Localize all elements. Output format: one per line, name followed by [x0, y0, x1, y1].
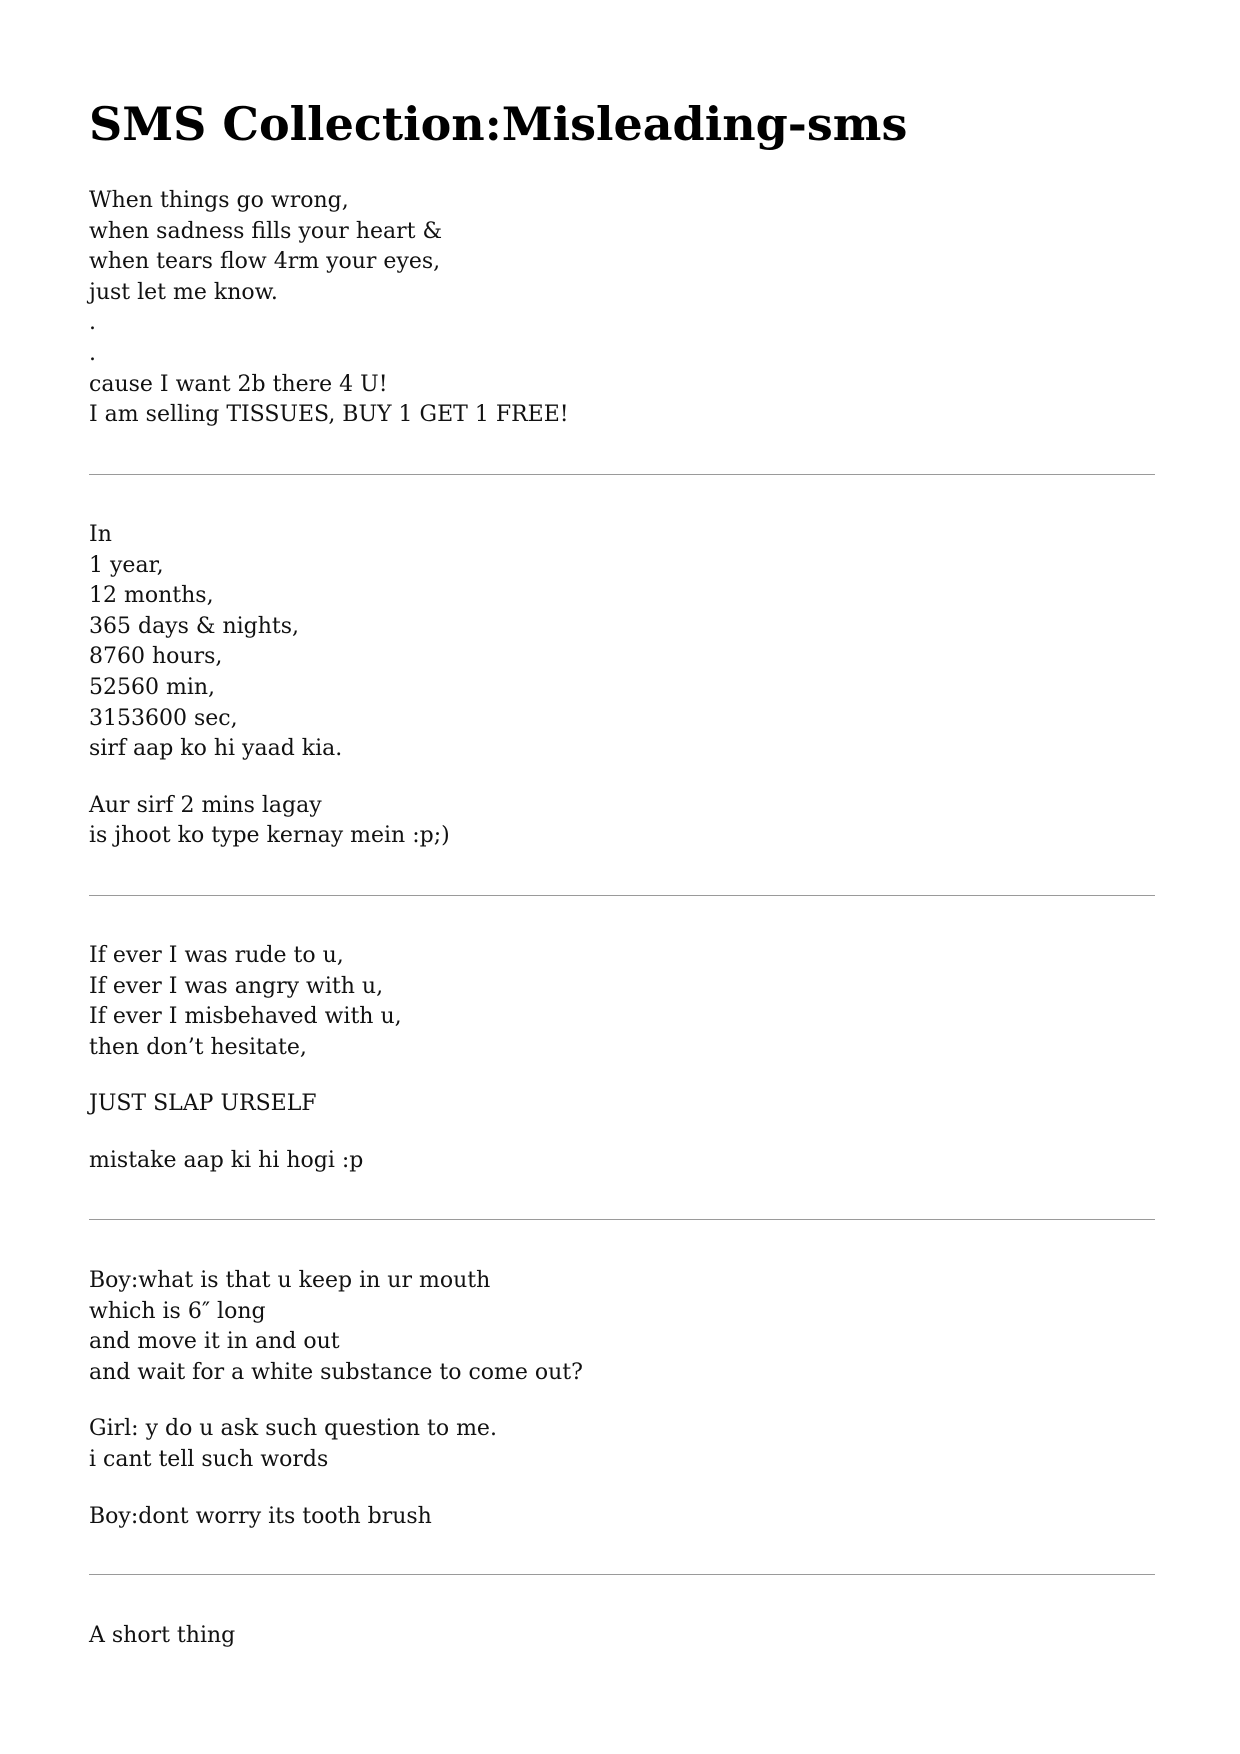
sms-line: 365 days & nights, [89, 613, 300, 639]
sms-line: JUST SLAP URSELF [89, 1091, 317, 1117]
sms-paragraph [89, 186, 1155, 431]
sms-paragraph [89, 1089, 1155, 1120]
sms-line: If ever I was rude to u, [89, 943, 344, 968]
sms-line: and wait for a white substance to come out? [89, 1359, 583, 1385]
sms-message-5 [89, 1621, 1155, 1652]
sms-paragraph [89, 520, 1155, 765]
sms-line: . [89, 340, 96, 366]
sms-line: If ever I misbehaved with u, [89, 1004, 402, 1030]
sms-line: A short thing [89, 1623, 236, 1648]
message-divider [89, 1574, 1155, 1575]
sms-line: . [89, 310, 96, 336]
sms-line: Boy:dont worry its tooth brush [89, 1503, 432, 1529]
sms-paragraph [89, 1621, 1155, 1652]
message-divider [89, 474, 1155, 475]
sms-line: I am selling TISSUES, BUY 1 GET 1 FREE! [89, 402, 569, 428]
sms-paragraph [89, 1414, 1155, 1475]
sms-line: 3153600 sec, [89, 705, 238, 731]
sms-message-1 [89, 186, 1155, 431]
sms-line: Girl: y do u ask such question to me. [89, 1416, 497, 1442]
sms-line: which is 6″ long [89, 1298, 266, 1324]
sms-line: 52560 min, [89, 674, 216, 700]
sms-message-4 [89, 1266, 1155, 1532]
sms-line: when tears flow 4rm your eyes, [89, 249, 441, 275]
sms-line: mistake aap ki hi hogi :p [89, 1147, 364, 1173]
message-divider [89, 1219, 1155, 1220]
sms-line: and move it in and out [89, 1329, 340, 1355]
message-divider [89, 895, 1155, 896]
sms-line: If ever I was angry with u, [89, 973, 384, 999]
sms-line: is jhoot ko type kernay mein :p;) [89, 823, 450, 849]
sms-line: 8760 hours, [89, 644, 223, 670]
sms-line: 1 year, [89, 552, 164, 578]
sms-line: i cant tell such words [89, 1446, 329, 1472]
sms-paragraph [89, 1266, 1155, 1388]
sms-line: sirf aap ko hi yaad kia. [89, 736, 343, 762]
sms-line: Aur sirf 2 mins lagay [89, 792, 322, 818]
sms-line: In [89, 522, 112, 547]
sms-paragraph [89, 791, 1155, 852]
sms-line: When things go wrong, [89, 188, 349, 213]
sms-message-3 [89, 941, 1155, 1177]
sms-line: when sadness fills your heart & [89, 218, 443, 244]
sms-message-2 [89, 520, 1155, 852]
sms-line: 12 months, [89, 583, 214, 609]
sms-paragraph [89, 941, 1155, 1063]
sms-paragraph [89, 1502, 1155, 1533]
page-title: SMS Collection:Misleading-sms [89, 97, 908, 151]
sms-line: then don’t hesitate, [89, 1034, 307, 1060]
sms-line: just let me know. [89, 279, 278, 305]
sms-paragraph [89, 1146, 1155, 1177]
sms-line: Boy:what is that u keep in ur mouth [89, 1268, 491, 1293]
sms-line: cause I want 2b there 4 U! [89, 371, 388, 397]
